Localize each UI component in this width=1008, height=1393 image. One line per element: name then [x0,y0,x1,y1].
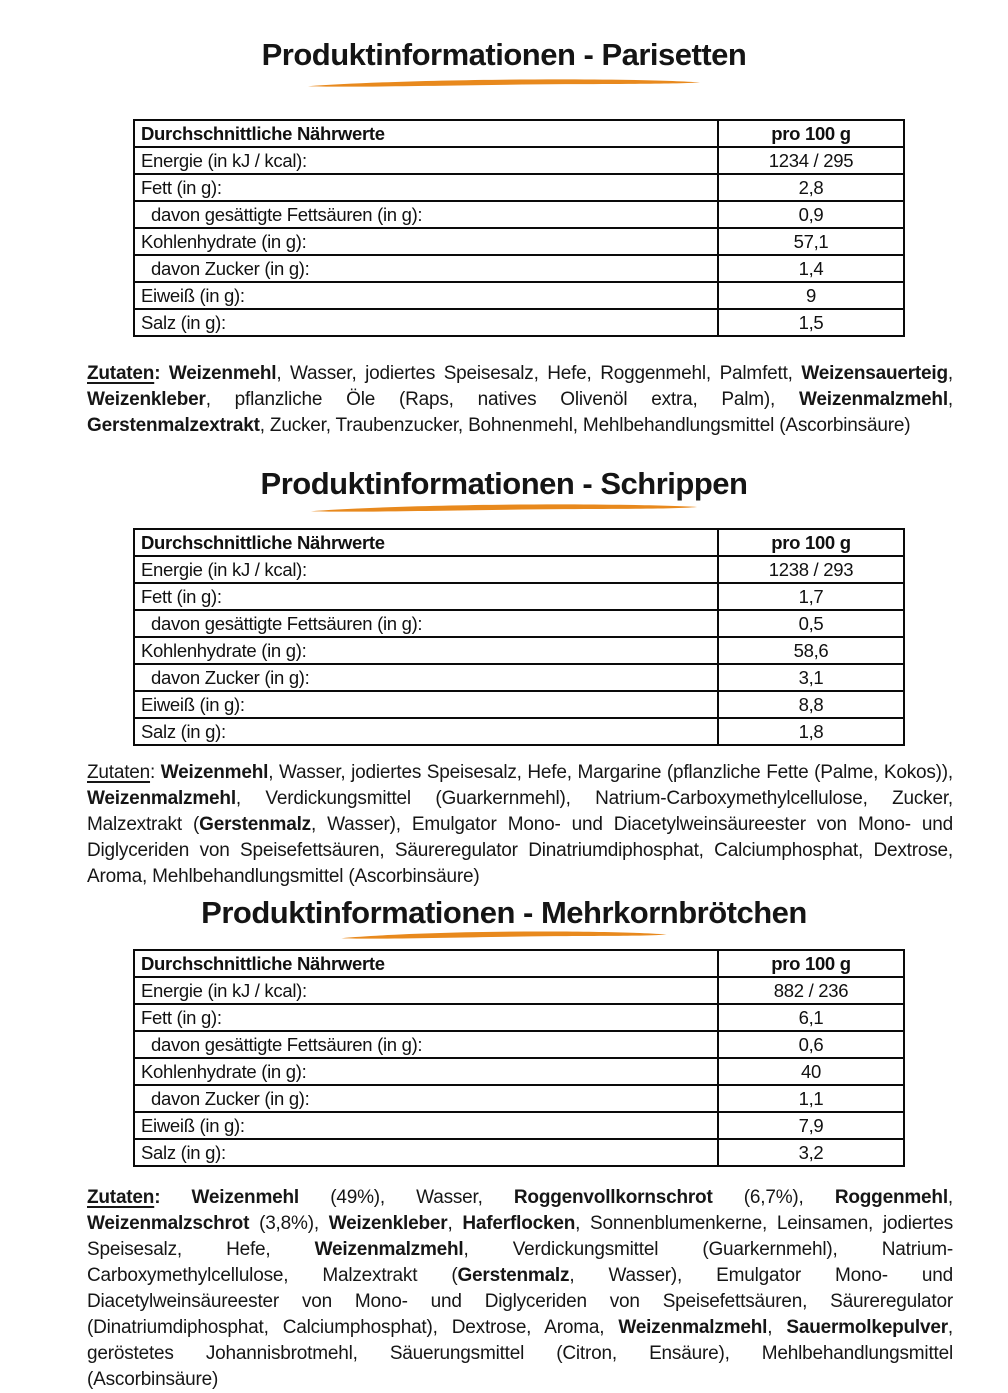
table-header-row [134,950,904,977]
table-row [134,228,904,255]
table-header-nutrients: Durchschnittliche Nährwerte [134,120,718,147]
ingredient-run: , geröstetes Johannisbrotmehl, Säuerungsmittel (Citron, Ensäure), Mehlbehandlungsmittel (Ascorbinsäure) [87,1317,953,1390]
nutrient-label: davon Zucker (in g): [134,255,718,282]
table-row [134,718,904,745]
table-header-row [134,120,904,147]
nutrient-value: 58,6 [718,637,904,664]
nutrient-value: 0,9 [718,201,904,228]
ingredient-run: Gerstenmalz [457,1265,570,1286]
nutrient-label: davon Zucker (in g): [134,664,718,691]
nutrient-label: Kohlenhydrate (in g): [134,228,718,255]
nutrient-value: 1,7 [718,583,904,610]
ingredient-run: (49%), Wasser, [299,1187,514,1208]
nutrient-label: Fett (in g): [134,583,718,610]
nutrient-label: Salz (in g): [134,309,718,336]
nutrition-table [133,949,905,1167]
title-underline-swoosh [305,76,703,89]
ingredient-run: Roggenvollkornschrot [513,1187,713,1208]
nutrient-value: 6,1 [718,1004,904,1031]
ingredient-run: , [947,389,953,410]
nutrient-value: 3,1 [718,664,904,691]
ingredient-run: , [447,1213,463,1234]
nutrition-table [133,528,905,746]
ingredient-run: Weizenmehl [191,1187,300,1208]
table-header-per-100g: pro 100 g [718,120,904,147]
nutrient-value: 0,6 [718,1031,904,1058]
nutrient-label: Fett (in g): [134,174,718,201]
nutrient-value: 1,8 [718,718,904,745]
nutrient-value: 57,1 [718,228,904,255]
ingredient-run: : [150,762,161,783]
ingredient-run: , Verdickungsmittel (Guarkernmehl), Natrium-Carboxymethylcellulose, Malzextrakt ( [87,1239,953,1286]
nutrient-value: 0,5 [718,610,904,637]
table-header-per-100g: pro 100 g [718,950,904,977]
ingredient-run: Gerstenmalz [199,814,311,835]
ingredient-run: Gerstenmalzextrakt [87,415,260,436]
ingredient-run: Weizenmalzmehl [618,1317,768,1338]
nutrition-table-body [134,977,904,1166]
section-schrippen [87,465,952,890]
nutrient-label: davon Zucker (in g): [134,1085,718,1112]
page-title: Produktinformationen - Schrippen [260,466,748,501]
nutrient-value: 3,2 [718,1139,904,1166]
ingredient-run: Roggenmehl [834,1187,948,1208]
nutrient-label: davon gesättigte Fettsäuren (in g): [134,610,718,637]
section-parisetten [87,36,952,439]
nutrient-label: Fett (in g): [134,1004,718,1031]
nutrient-value: 8,8 [718,691,904,718]
table-row [134,610,904,637]
ingredient-run: , Wasser), Emulgator Mono- und Diacetylweinsäureester von Mono- und Diglyceriden von Speisefettsäuren, Säureregulator (Dinatriumdiphosphat, Calciumphosphat), Dextrose, Aroma, [87,1265,954,1338]
table-row [134,637,904,664]
table-row [134,691,904,718]
ingredient-run: Haferflocken [462,1213,576,1234]
nutrition-table-body [134,147,904,336]
nutrient-value: 1,5 [718,309,904,336]
ingredient-run: Weizenmalzschrot [87,1213,250,1234]
section-mehrkornbroetchen [87,894,952,1393]
nutrient-label: Salz (in g): [134,718,718,745]
table-header-per-100g: pro 100 g [718,529,904,556]
nutrient-value: 1234 / 295 [718,147,904,174]
nutrient-value: 1,1 [718,1085,904,1112]
ingredient-run: , [947,1187,953,1208]
ingredient-run: : [154,363,169,384]
ingredient-run: , Wasser), Emulgator Mono- und Diacetylweinsäureester von Mono- und Diglyceriden von Speisefettsäuren, Säureregulator Dinatriumdiphosphat, Calciumphosphat, Dextrose, Aroma, Mehlbehandlungsmittel (Ascorbinsäure) [87,814,953,887]
ingredient-run: , Wasser, jodiertes Speisesalz, Hefe, Roggenmehl, Palmfett, [276,363,802,384]
table-row [134,282,904,309]
ingredient-run: Weizenmehl [160,762,269,783]
nutrient-label: davon gesättigte Fettsäuren (in g): [134,1031,718,1058]
ingredient-run: , [767,1317,787,1338]
table-header-nutrients: Durchschnittliche Nährwerte [134,529,718,556]
table-row [134,977,904,1004]
table-header-row [134,529,904,556]
table-row [134,664,904,691]
nutrient-label: Kohlenhydrate (in g): [134,1058,718,1085]
ingredients-paragraph [87,361,953,439]
ingredient-run: Weizenkleber [87,389,206,410]
ingredient-run: Sauermolkepulver [786,1317,948,1338]
nutrient-label: Eiweiß (in g): [134,282,718,309]
ingredient-run: , pflanzliche Öle (Raps, natives Olivenöl extra, Palm), [205,389,799,410]
table-row [134,1139,904,1166]
table-row [134,174,904,201]
table-row [134,1085,904,1112]
nutrient-value: 882 / 236 [718,977,904,1004]
page-title: Produktinformationen - Mehrkornbrötchen [201,895,807,930]
nutrient-value: 9 [718,282,904,309]
nutrient-label: Eiweiß (in g): [134,1112,718,1139]
ingredient-run: Weizenkleber [328,1213,448,1234]
ingredient-run: Zutaten [87,363,155,384]
nutrient-value: 40 [718,1058,904,1085]
table-row [134,1058,904,1085]
nutrient-label: Eiweiß (in g): [134,691,718,718]
ingredient-run: : [154,1187,192,1208]
table-header-nutrients: Durchschnittliche Nährwerte [134,950,718,977]
nutrient-label: Energie (in kJ / kcal): [134,977,718,1004]
nutrient-label: davon gesättigte Fettsäuren (in g): [134,201,718,228]
table-row [134,309,904,336]
nutrient-value: 2,8 [718,174,904,201]
ingredient-run: Weizenmalzmehl [799,389,948,410]
nutrient-value: 1,4 [718,255,904,282]
ingredient-run: Weizenmalzmehl [314,1239,464,1260]
table-row [134,583,904,610]
table-row [134,1031,904,1058]
ingredient-run: (6,7%), [712,1187,835,1208]
nutrient-label: Energie (in kJ / kcal): [134,556,718,583]
nutrition-table-body [134,556,904,745]
table-row [134,1004,904,1031]
table-row [134,201,904,228]
table-row [134,147,904,174]
ingredient-run: Weizensauerteig [801,363,948,384]
ingredient-run: , Wasser, jodiertes Speisesalz, Hefe, Margarine (pflanzliche Fette (Palme, Kokos)), [268,762,953,783]
ingredient-run: , [947,363,953,384]
nutrient-value: 1238 / 293 [718,556,904,583]
ingredient-run: (3,8%), [249,1213,329,1234]
table-row [134,556,904,583]
nutrient-value: 7,9 [718,1112,904,1139]
nutrition-table [133,119,905,337]
ingredient-run: Zutaten [87,762,151,783]
table-row [134,1112,904,1139]
ingredient-run: Zutaten [87,1187,155,1208]
table-row [134,255,904,282]
ingredient-run: , Sonnenblumenkerne, Leinsamen, jodiertes Speisesalz, Hefe, [87,1213,954,1260]
ingredient-run: Weizenmehl [168,363,277,384]
nutrient-label: Kohlenhydrate (in g): [134,637,718,664]
ingredient-run: Weizenmalzmehl [87,788,236,809]
nutrient-label: Energie (in kJ / kcal): [134,147,718,174]
page-title: Produktinformationen - Parisetten [261,37,747,72]
ingredient-run: , Zucker, Traubenzucker, Bohnenmehl, Mehlbehandlungsmittel (Ascorbinsäure) [259,415,911,436]
ingredients-paragraph [87,1185,953,1393]
ingredient-run: , Verdickungsmittel (Guarkernmehl), Natrium-Carboxymethylcellulose, Zucker, Malzextrakt ( [87,788,953,835]
nutrient-label: Salz (in g): [134,1139,718,1166]
ingredients-paragraph [87,760,953,890]
